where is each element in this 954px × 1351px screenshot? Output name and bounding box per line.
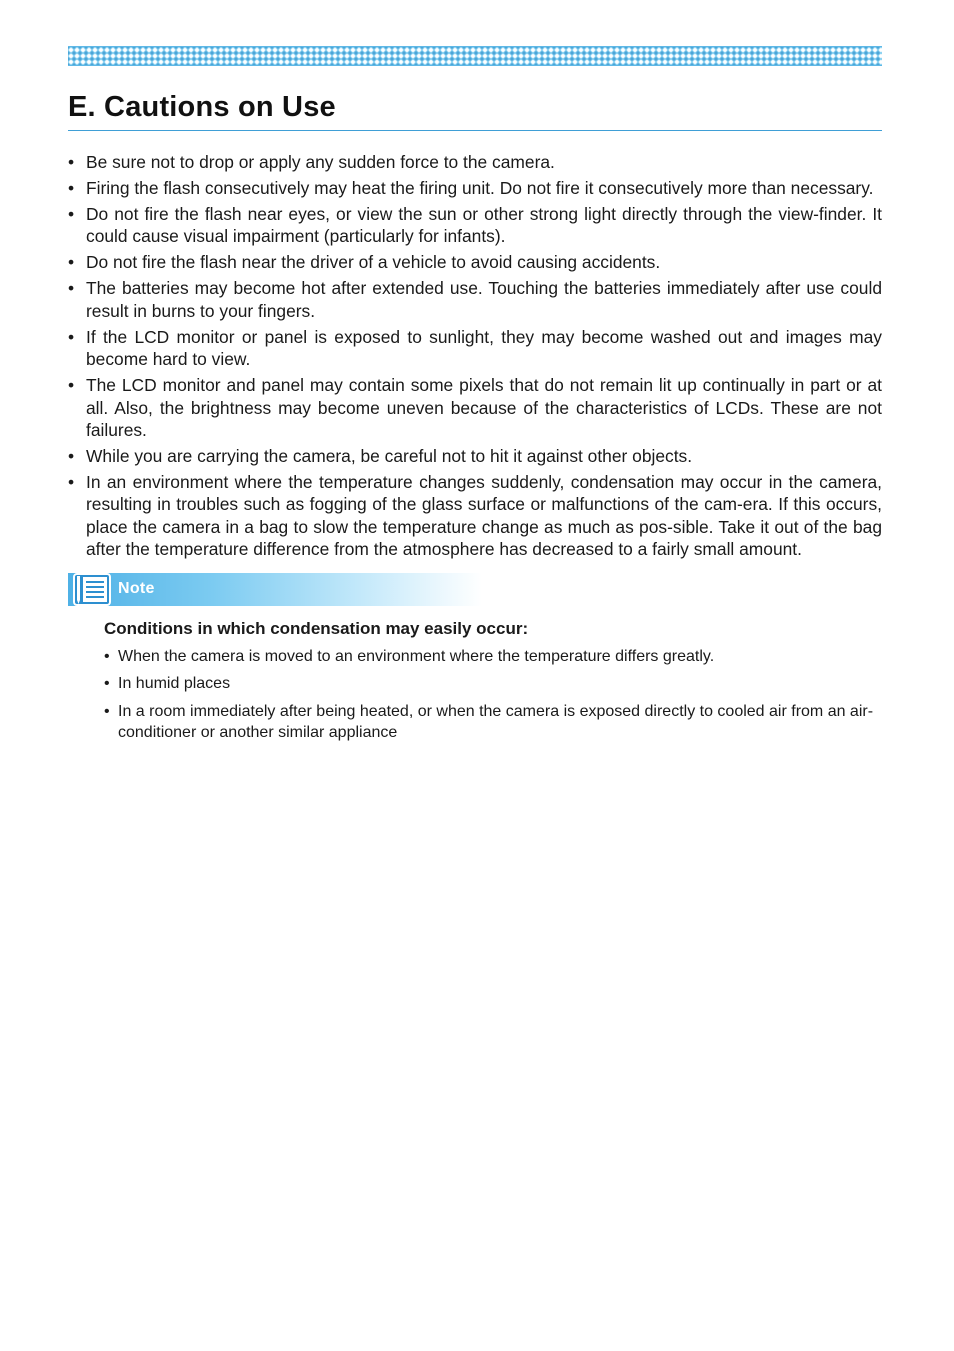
note-list (104, 646, 882, 743)
caution-item: • While you are carrying the camera, be careful not to hit it against other objects. (68, 445, 882, 467)
caution-item: • The LCD monitor and panel may contain some pixels that do not remain lit up continually in part or at all. Also, the brightness may become uneven because of the characteristics of LCDs. These are not failures. (68, 374, 882, 441)
note-heading: Conditions in which condensation may easily occur: (104, 618, 529, 638)
caution-item: • In an environment where the temperature changes suddenly, condensation may occur in the camera, resulting in troubles such as fogging of the glass surface or malfunctions of the cam-era. If this occurs, place the camera in a bag to slow the temperature change as much as pos-sible. Take it out of the bag after the temperature difference from the atmosphere has decreased to a fairly small amount. (68, 471, 882, 561)
caution-item: • Be sure not to drop or apply any sudden force to the camera. (68, 151, 882, 173)
note-label: Note (118, 579, 155, 597)
note-body (104, 618, 882, 743)
cautions-list (68, 151, 882, 561)
caution-item: • Do not fire the flash near the driver of a vehicle to avoid causing accidents. (68, 251, 882, 273)
note-item: • When the camera is moved to an environment where the temperature differs greatly. (104, 646, 882, 667)
page-title: E. Cautions on Use (68, 90, 882, 131)
note-banner (68, 573, 482, 606)
caution-item: • Do not fire the flash near eyes, or view the sun or other strong light directly through the view-finder. It could cause visual impairment (particularly for infants). (68, 203, 882, 248)
decorative-header-band (68, 46, 882, 66)
note-item: • In humid places (104, 673, 882, 694)
caution-item: • The batteries may become hot after extended use. Touching the batteries immediately after use could result in burns to your fingers. (68, 277, 882, 322)
caution-item: • Firing the flash consecutively may heat the firing unit. Do not fire it consecutively more than necessary. (68, 177, 882, 199)
note-item: • In a room immediately after being heated, or when the camera is exposed directly to cooled air from an air-conditioner or another similar appliance (104, 701, 882, 743)
notepad-icon (70, 571, 114, 607)
caution-item: • If the LCD monitor or panel is exposed to sunlight, they may become washed out and images may become hard to view. (68, 326, 882, 371)
manual-page (68, 46, 882, 749)
